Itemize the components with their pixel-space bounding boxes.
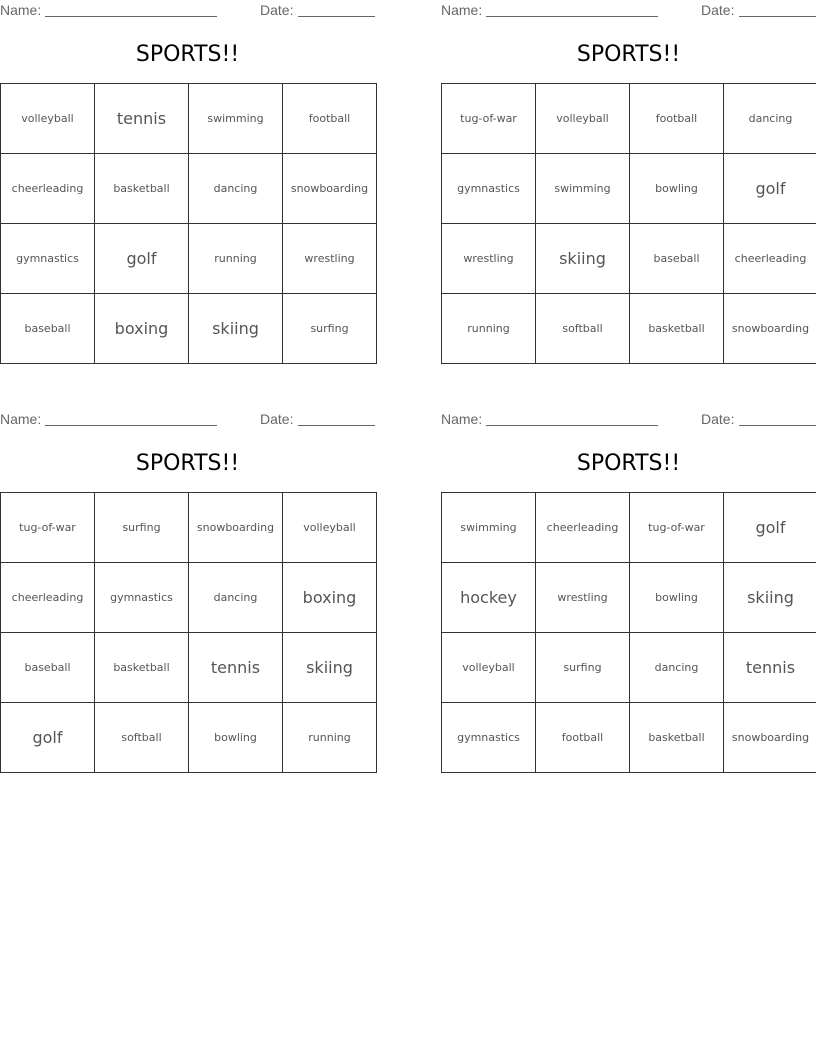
grid-row [442,703,816,773]
card-title: SPORTS!! [576,451,681,476]
date-blank-line[interactable] [298,425,375,426]
bingo-cell[interactable]: skiing [536,224,630,294]
bingo-cell[interactable]: tennis [724,633,816,703]
bingo-cell[interactable]: snowboarding [724,294,816,364]
grid-row [1,84,377,154]
grid-row [442,154,816,224]
bingo-cell[interactable]: gymnastics [95,563,189,633]
grid-row [1,563,377,633]
bingo-cell[interactable]: basketball [95,154,189,224]
bingo-cell[interactable]: basketball [630,703,724,773]
name-label: Name: [0,411,42,427]
grid-row [442,563,816,633]
bingo-cell[interactable]: running [442,294,536,364]
bingo-grid [441,492,816,773]
bingo-cell[interactable]: surfing [283,294,377,364]
bingo-cell[interactable]: surfing [95,493,189,563]
bingo-cell[interactable]: cheerleading [536,493,630,563]
bingo-cell[interactable]: golf [1,703,95,773]
name-date-header [441,2,816,20]
bingo-cell[interactable]: cheerleading [1,154,95,224]
bingo-cell[interactable]: snowboarding [724,703,816,773]
grid-row [442,294,816,364]
bingo-card [441,409,816,779]
bingo-cell[interactable]: surfing [536,633,630,703]
name-blank-line[interactable] [45,425,217,426]
bingo-cell[interactable]: basketball [95,633,189,703]
bingo-cell[interactable]: boxing [283,563,377,633]
grid-row [442,633,816,703]
bingo-card [441,0,816,370]
bingo-cell[interactable]: snowboarding [189,493,283,563]
bingo-cell[interactable]: gymnastics [1,224,95,294]
bingo-cell[interactable]: running [189,224,283,294]
name-label: Name: [441,411,483,427]
bingo-cell[interactable]: football [536,703,630,773]
grid-row [1,154,377,224]
date-blank-line[interactable] [298,16,375,17]
date-label: Date: [701,411,735,427]
name-date-header [0,2,375,20]
bingo-cell[interactable]: gymnastics [442,154,536,224]
bingo-cell[interactable]: volleyball [1,84,95,154]
bingo-cell[interactable]: skiing [283,633,377,703]
bingo-cell[interactable]: baseball [630,224,724,294]
bingo-cell[interactable]: running [283,703,377,773]
bingo-card [0,409,375,779]
bingo-cell[interactable]: bowling [630,154,724,224]
bingo-cell[interactable]: tug-of-war [630,493,724,563]
name-blank-line[interactable] [486,425,658,426]
bingo-cell[interactable]: football [283,84,377,154]
date-blank-line[interactable] [739,16,816,17]
grid-row [1,633,377,703]
name-blank-line[interactable] [486,16,658,17]
bingo-cell[interactable]: snowboarding [283,154,377,224]
bingo-cell[interactable]: skiing [724,563,816,633]
bingo-cell[interactable]: softball [95,703,189,773]
bingo-grid [441,83,816,364]
name-label: Name: [0,2,42,18]
bingo-cell[interactable]: dancing [724,84,816,154]
bingo-grid [0,83,377,364]
bingo-cell[interactable]: swimming [536,154,630,224]
bingo-cell[interactable]: dancing [189,154,283,224]
grid-row [442,84,816,154]
bingo-cell[interactable]: bowling [630,563,724,633]
card-title: SPORTS!! [135,451,240,476]
bingo-cell[interactable]: golf [95,224,189,294]
bingo-cell[interactable]: hockey [442,563,536,633]
grid-row [442,493,816,563]
bingo-cell[interactable]: softball [536,294,630,364]
card-title: SPORTS!! [135,42,240,67]
bingo-cell[interactable]: bowling [189,703,283,773]
date-label: Date: [260,411,294,427]
grid-row [1,703,377,773]
bingo-cell[interactable]: basketball [630,294,724,364]
bingo-cell[interactable]: dancing [630,633,724,703]
bingo-cell[interactable]: cheerleading [724,224,816,294]
bingo-cell[interactable]: swimming [442,493,536,563]
bingo-cell[interactable]: volleyball [536,84,630,154]
bingo-cell[interactable]: wrestling [536,563,630,633]
name-label: Name: [441,2,483,18]
bingo-cell[interactable]: tennis [95,84,189,154]
bingo-cell[interactable]: skiing [189,294,283,364]
bingo-cell[interactable]: baseball [1,294,95,364]
bingo-cell[interactable]: gymnastics [442,703,536,773]
bingo-cell[interactable]: baseball [1,633,95,703]
grid-row [1,224,377,294]
bingo-grid [0,492,377,773]
bingo-cell[interactable]: dancing [189,563,283,633]
name-date-header [0,411,375,429]
bingo-cell[interactable]: boxing [95,294,189,364]
bingo-cell[interactable]: golf [724,493,816,563]
name-blank-line[interactable] [45,16,217,17]
date-blank-line[interactable] [739,425,816,426]
date-label: Date: [701,2,735,18]
bingo-cell[interactable]: cheerleading [1,563,95,633]
grid-row [1,294,377,364]
bingo-cell[interactable]: tug-of-war [1,493,95,563]
bingo-cell[interactable]: football [630,84,724,154]
bingo-cell[interactable]: golf [724,154,816,224]
date-label: Date: [260,2,294,18]
bingo-cell[interactable]: volleyball [283,493,377,563]
bingo-cell[interactable]: wrestling [442,224,536,294]
name-date-header [441,411,816,429]
bingo-cell[interactable]: swimming [189,84,283,154]
card-title: SPORTS!! [576,42,681,67]
bingo-cell[interactable]: wrestling [283,224,377,294]
bingo-card [0,0,375,370]
grid-row [1,493,377,563]
grid-row [442,224,816,294]
bingo-cell[interactable]: tennis [189,633,283,703]
bingo-cell[interactable]: volleyball [442,633,536,703]
bingo-cell[interactable]: tug-of-war [442,84,536,154]
